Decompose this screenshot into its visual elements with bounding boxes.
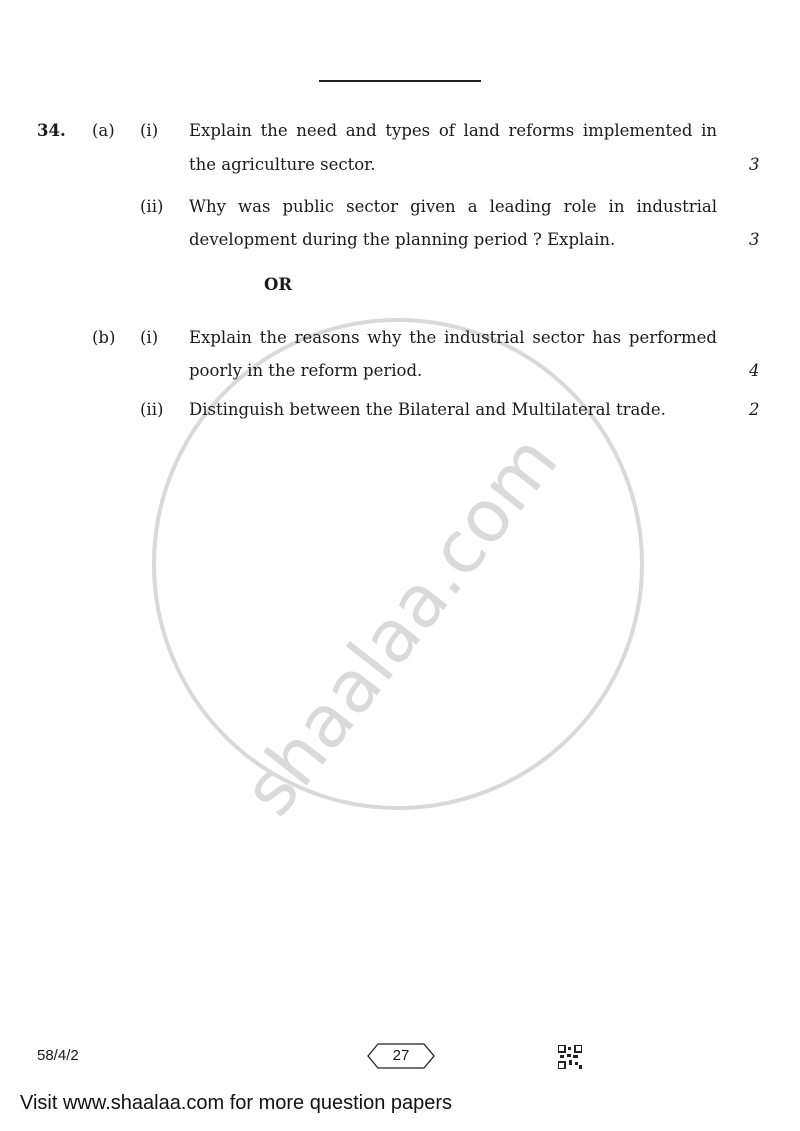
page-number: 27: [392, 1047, 410, 1064]
question-line: Explain the reasons why the industrial sector has performed: [189, 328, 717, 347]
item-label: (ii): [140, 197, 164, 216]
question-line: poorly in the reform period.: [189, 361, 423, 380]
marks: 3: [749, 155, 760, 174]
question-line: development during the planning period ? Explain.: [189, 230, 616, 249]
item-label: (i): [140, 328, 159, 347]
item-label: (ii): [140, 400, 164, 419]
header-rule: [319, 80, 481, 82]
part-a-label: (a): [92, 121, 115, 140]
item-label: (i): [140, 121, 159, 140]
question-line: Why was public sector given a leading role in industrial: [189, 197, 717, 216]
watermark-text: shaalaa.com: [226, 419, 574, 831]
paper-code: 58/4/2: [37, 1047, 79, 1064]
marks: 3: [749, 230, 760, 249]
marks: 4: [749, 361, 760, 380]
part-b-label: (b): [92, 328, 116, 347]
question-number: 34.: [37, 121, 66, 140]
qr-code-icon: [558, 1045, 582, 1069]
or-separator: OR: [264, 275, 293, 294]
visit-footer-text: Visit www.shaalaa.com for more question papers: [20, 1092, 453, 1114]
question-line: Distinguish between the Bilateral and Multilateral trade.: [189, 400, 666, 419]
question-line: Explain the need and types of land reforms implemented in: [189, 121, 717, 140]
question-line: the agriculture sector.: [189, 155, 376, 174]
marks: 2: [749, 400, 760, 419]
